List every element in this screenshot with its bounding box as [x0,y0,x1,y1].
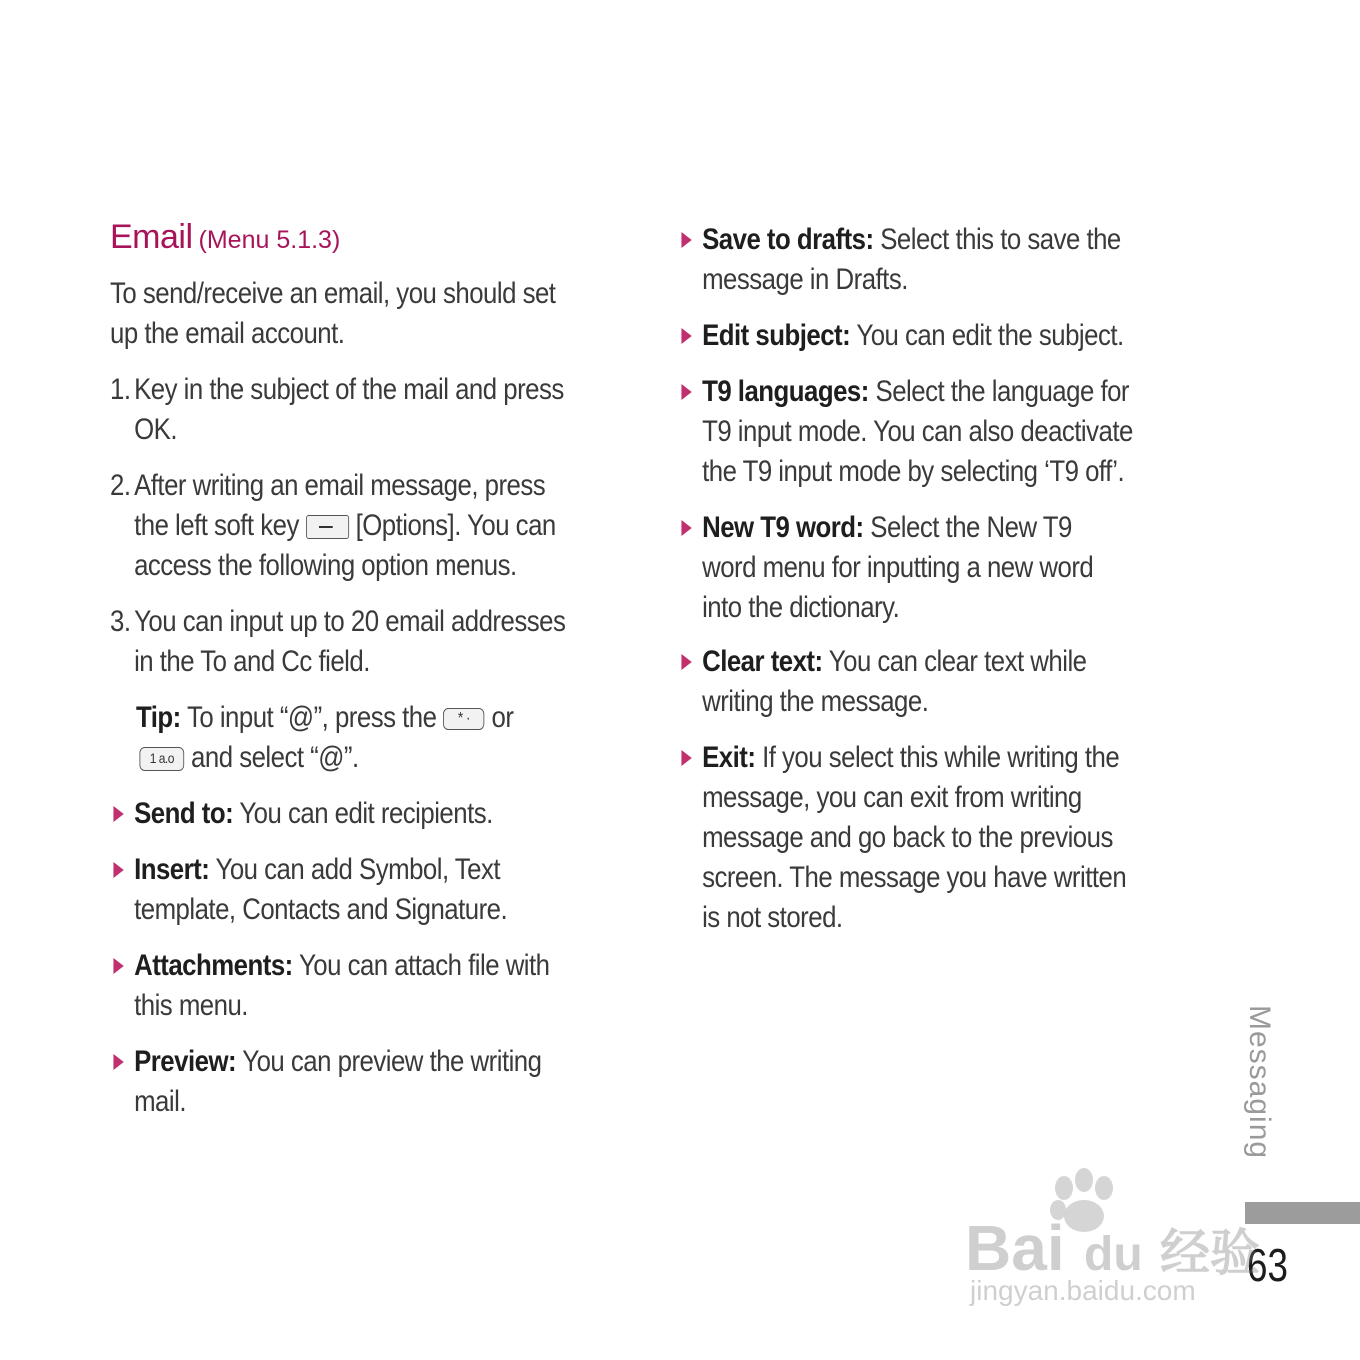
step-text: the left soft key [134,509,299,542]
bullet-t9-languages [678,372,1177,492]
step-2 [110,466,609,586]
bullet-save-to-drafts [678,220,1177,300]
bullet-term: Send to: [134,797,234,830]
step-1 [110,370,609,450]
step-line: access the following option menus. [134,549,517,582]
bullet-new-t9-word [678,508,1177,628]
bullet-text: Select the language for [875,375,1130,408]
section-side-label [1240,1005,1280,1160]
bullet-text: message, you can exit from writing [702,781,1082,814]
bullet-text: You can preview the writing [242,1045,542,1078]
intro-line: To send/receive an email, you should set [110,277,556,310]
step-3 [110,602,609,682]
step-line: Key in the subject of the mail and press [134,373,564,406]
step-line [110,506,609,546]
bullet-text: You can edit the subject. [856,319,1124,352]
bullet-arrow-icon [113,958,123,974]
bullet-term: Edit subject: [702,319,851,352]
step-line: OK. [134,413,177,446]
bullet-term: Preview: [134,1045,237,1078]
bullet-text: screen. The message you have written [702,861,1127,894]
star-key-icon: * · [443,708,484,730]
watermark-brand: Bai [965,1212,1065,1284]
tip [136,698,635,778]
bullet-arrow-icon [113,862,123,878]
step-line: You can input up to 20 email addresses [134,605,566,638]
bullet-text: T9 input mode. You can also deactivate [702,415,1133,448]
bullet-text: You can attach file with [298,949,550,982]
bullet-text: message and go back to the previous [702,821,1113,854]
bullet-text: You can clear text while [828,645,1087,678]
title-text: Email [110,218,193,256]
step-line: in the To and Cc field. [134,645,370,678]
tip-text: and select “@”. [191,741,359,774]
bullet-text: writing the message. [702,685,929,718]
watermark-cn: 经验 [1160,1224,1260,1282]
tip-line [136,698,635,738]
bullet-preview [110,1042,609,1122]
baidu-watermark-logo [960,1160,1280,1310]
bullet-text: If you select this while writing the [762,741,1120,774]
section-name: Messaging [1243,1005,1276,1160]
bullet-text: message in Drafts. [702,263,908,296]
bullet-text: word menu for inputting a new word [702,551,1094,584]
section-title [110,218,340,257]
bullet-attachments [110,946,609,1026]
bullet-arrow-icon [681,232,691,248]
one-key-icon: 1 a.o [139,747,184,771]
watermark-brand-2: du [1084,1228,1143,1281]
bullet-term: Clear text: [702,645,823,678]
tip-text: or [491,701,514,734]
intro-paragraph [110,274,609,354]
step-line: After writing an email message, press [134,469,546,502]
bullet-term: Save to drafts: [702,223,874,256]
bullet-text: You can add Symbol, Text [215,853,501,886]
bullet-text: the T9 input mode by selecting ‘T9 off’. [702,455,1125,488]
bullet-term: New T9 word: [702,511,864,544]
bullet-text: this menu. [134,989,248,1022]
step-text: [Options]. You can [355,509,556,542]
step-number: 3. [110,605,131,638]
bullet-term: Attachments: [134,949,293,982]
step-number: 2. [110,469,131,502]
bullet-term: Exit: [702,741,756,774]
watermark-url: jingyan.baidu.com [970,1275,1196,1306]
tip-label: Tip: [136,701,181,734]
bullet-text: template, Contacts and Signature. [134,893,508,926]
bullet-clear-text [678,642,1177,722]
bullet-arrow-icon [113,806,123,822]
bullet-text: Select the New T9 [870,511,1072,544]
intro-line: up the email account. [110,317,345,350]
bullet-exit [678,738,1177,938]
bullet-arrow-icon [681,750,691,766]
bullet-text: mail. [134,1085,186,1118]
bullet-arrow-icon [113,1054,123,1070]
page-number: 63 [1247,1239,1288,1291]
bullet-term: T9 languages: [702,375,869,408]
tip-line [136,738,635,778]
bullet-edit-subject [678,316,1177,356]
bullet-arrow-icon [681,520,691,536]
left-soft-key-icon [306,515,349,539]
bullet-send-to [110,794,609,834]
bullet-arrow-icon [681,328,691,344]
bullet-text: You can edit recipients. [239,797,493,830]
bullet-text: is not stored. [702,901,843,934]
tip-text: To input “@”, press the [186,701,437,734]
bullet-insert [110,850,609,930]
step-number: 1. [110,373,131,406]
bullet-arrow-icon [681,384,691,400]
bullet-text: Select this to save the [880,223,1121,256]
title-menu-ref: (Menu 5.1.3) [198,226,341,254]
bullet-text: into the dictionary. [702,591,900,624]
bullet-term: Insert: [134,853,210,886]
bullet-arrow-icon [681,654,691,670]
